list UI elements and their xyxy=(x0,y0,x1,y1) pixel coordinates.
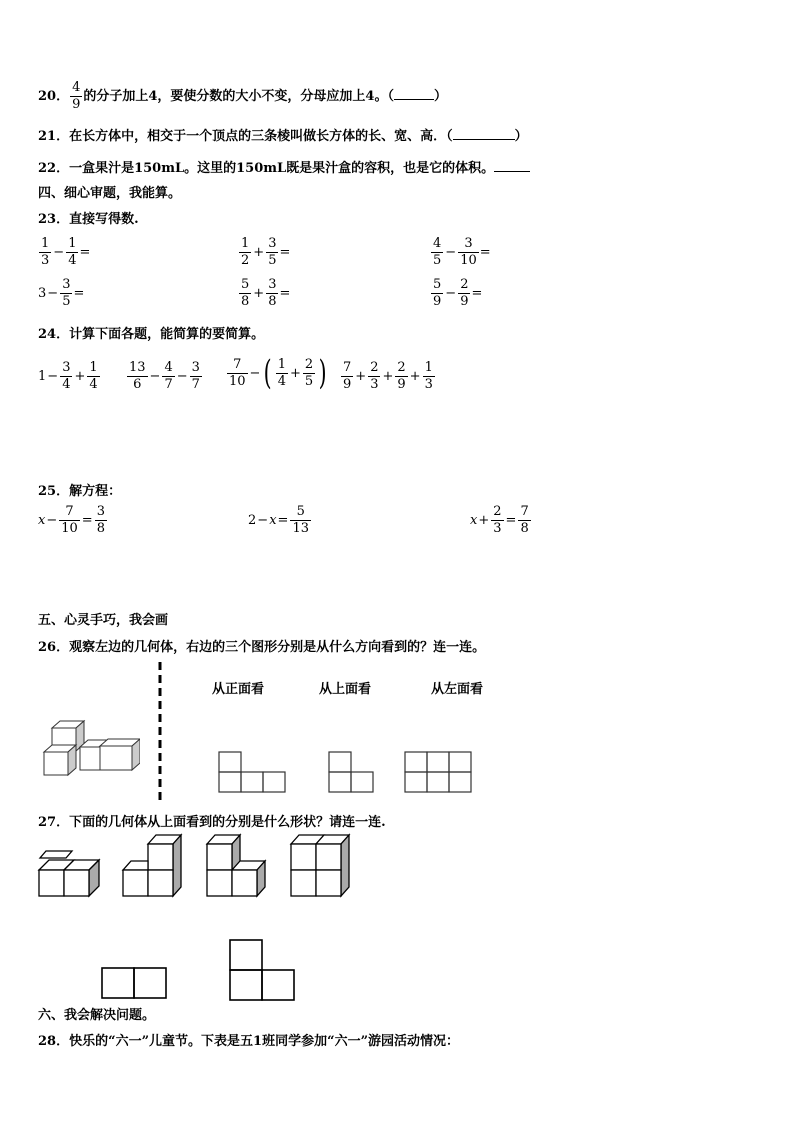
question-22 xyxy=(38,157,530,176)
q23-item-4: 3 − $\frac{3}{5}$ = xyxy=(38,277,85,309)
question-text: 下面的几何体从上面看到的分别是什么形状？请连一连. xyxy=(69,815,386,830)
fraction: $\frac{4}{9}$ xyxy=(72,80,81,112)
q23-item-5: $\frac{5}{8}$ + $\frac{3}{8}$ = xyxy=(241,277,291,309)
question-text: 观察左边的几何体，右边的三个图形分别是从什么方向看到的？连一连。 xyxy=(69,640,486,655)
question-20: 20． $\frac{4}{9}$ 的分子加上4，要使分数的大小不变，分母应加上4。（ ） xyxy=(38,80,447,112)
label-left-view: 从左面看 xyxy=(431,682,484,697)
q23-item-1: $\frac{1}{3}$ − $\frac{1}{4}$ = xyxy=(41,236,91,268)
question-28 xyxy=(38,1030,459,1049)
question-text: 快乐的“六一”儿童节。下表是五1班同学参加“六一”游园活动情况： xyxy=(69,1034,460,1049)
question-21: 21．在长方体中，相交于一个顶点的三条棱叫做长方体的长、宽、高．（ ） xyxy=(38,129,528,144)
view-shape-left xyxy=(404,751,474,793)
question-24 xyxy=(38,323,264,342)
question-text: 解方程： xyxy=(69,484,122,499)
question-text: 一盒果汁是150mL。这里的150mL既是果汁盒的容积，也是它的体积。 xyxy=(69,161,495,176)
q24-expr-4: $\frac{7}{9}$ + $\frac{2}{3}$ + $\frac{2}{9}$ + $\frac{1}{3}$ xyxy=(343,360,433,392)
question-number: 25． xyxy=(38,484,70,499)
question-number: 23． xyxy=(38,212,70,227)
answer-blank[interactable] xyxy=(494,159,530,172)
question-number: 28． xyxy=(38,1034,70,1049)
section-5-heading: 五、心灵手巧，我会画 xyxy=(38,613,169,628)
answer-blank[interactable] xyxy=(453,127,515,140)
q24-expr-1: 1 − $\frac{3}{4}$ + $\frac{1}{4}$ xyxy=(38,360,98,392)
q24-expr-3: $\frac{7}{10}$ − ( $\frac{1}{4}$ + $\frac{2}{5}$ ) xyxy=(229,353,327,393)
question-number: 26． xyxy=(38,640,70,655)
label-top-view: 从上面看 xyxy=(319,682,372,697)
question-number: 24． xyxy=(38,327,70,342)
question-number: 21． xyxy=(38,129,70,144)
question-text: 计算下面各题，能简算的要简算。 xyxy=(69,327,265,342)
q25-equation-2: 2 − x = $\frac{5}{13}$ xyxy=(248,504,309,536)
question-26 xyxy=(38,636,485,655)
view-shape-top xyxy=(328,751,376,793)
q27-solid-1 xyxy=(36,850,102,898)
question-text: 在长方体中，相交于一个顶点的三条棱叫做长方体的长、宽、高．（ xyxy=(69,129,453,144)
q27-solid-2 xyxy=(120,832,184,898)
question-number: 20． xyxy=(38,89,70,104)
q23-item-6: $\frac{5}{9}$ − $\frac{2}{9}$ = xyxy=(433,277,483,309)
q23-item-2: $\frac{1}{2}$ + $\frac{3}{5}$ = xyxy=(241,236,291,268)
answer-blank[interactable] xyxy=(394,87,434,100)
label-front-view: 从正面看 xyxy=(212,682,265,697)
question-text: 的分子加上4，要使分数的大小不变，分母应加上4。（ xyxy=(83,89,394,104)
q27-solid-3 xyxy=(204,832,268,898)
question-27 xyxy=(38,811,386,830)
top-view-shape-1 xyxy=(100,966,168,1002)
q26-solid-figure xyxy=(40,718,140,778)
q24-expr-2: $\frac{13}{6}$ − $\frac{4}{7}$ − $\frac{3}{7}$ xyxy=(129,360,200,392)
q25-equation-3: x + $\frac{2}{3}$ = $\frac{7}{8}$ xyxy=(470,504,529,536)
question-number: 22． xyxy=(38,161,70,176)
question-23 xyxy=(38,208,139,227)
question-text: 直接写得数. xyxy=(69,212,139,227)
q27-solid-4 xyxy=(288,832,354,898)
question-number: 27． xyxy=(38,815,70,830)
top-view-shape-2 xyxy=(228,938,296,1002)
section-6-heading: 六、我会解决问题。 xyxy=(38,1008,156,1023)
view-shape-front xyxy=(218,751,288,793)
section-4-heading: 四、细心审题，我能算。 xyxy=(38,186,182,201)
dashed-divider xyxy=(155,662,165,804)
question-25 xyxy=(38,480,121,499)
q23-item-3: $\frac{4}{5}$ − $\frac{3}{10}$ = xyxy=(433,236,491,268)
q25-equation-1: x − $\frac{7}{10}$ = $\frac{3}{8}$ xyxy=(38,504,105,536)
